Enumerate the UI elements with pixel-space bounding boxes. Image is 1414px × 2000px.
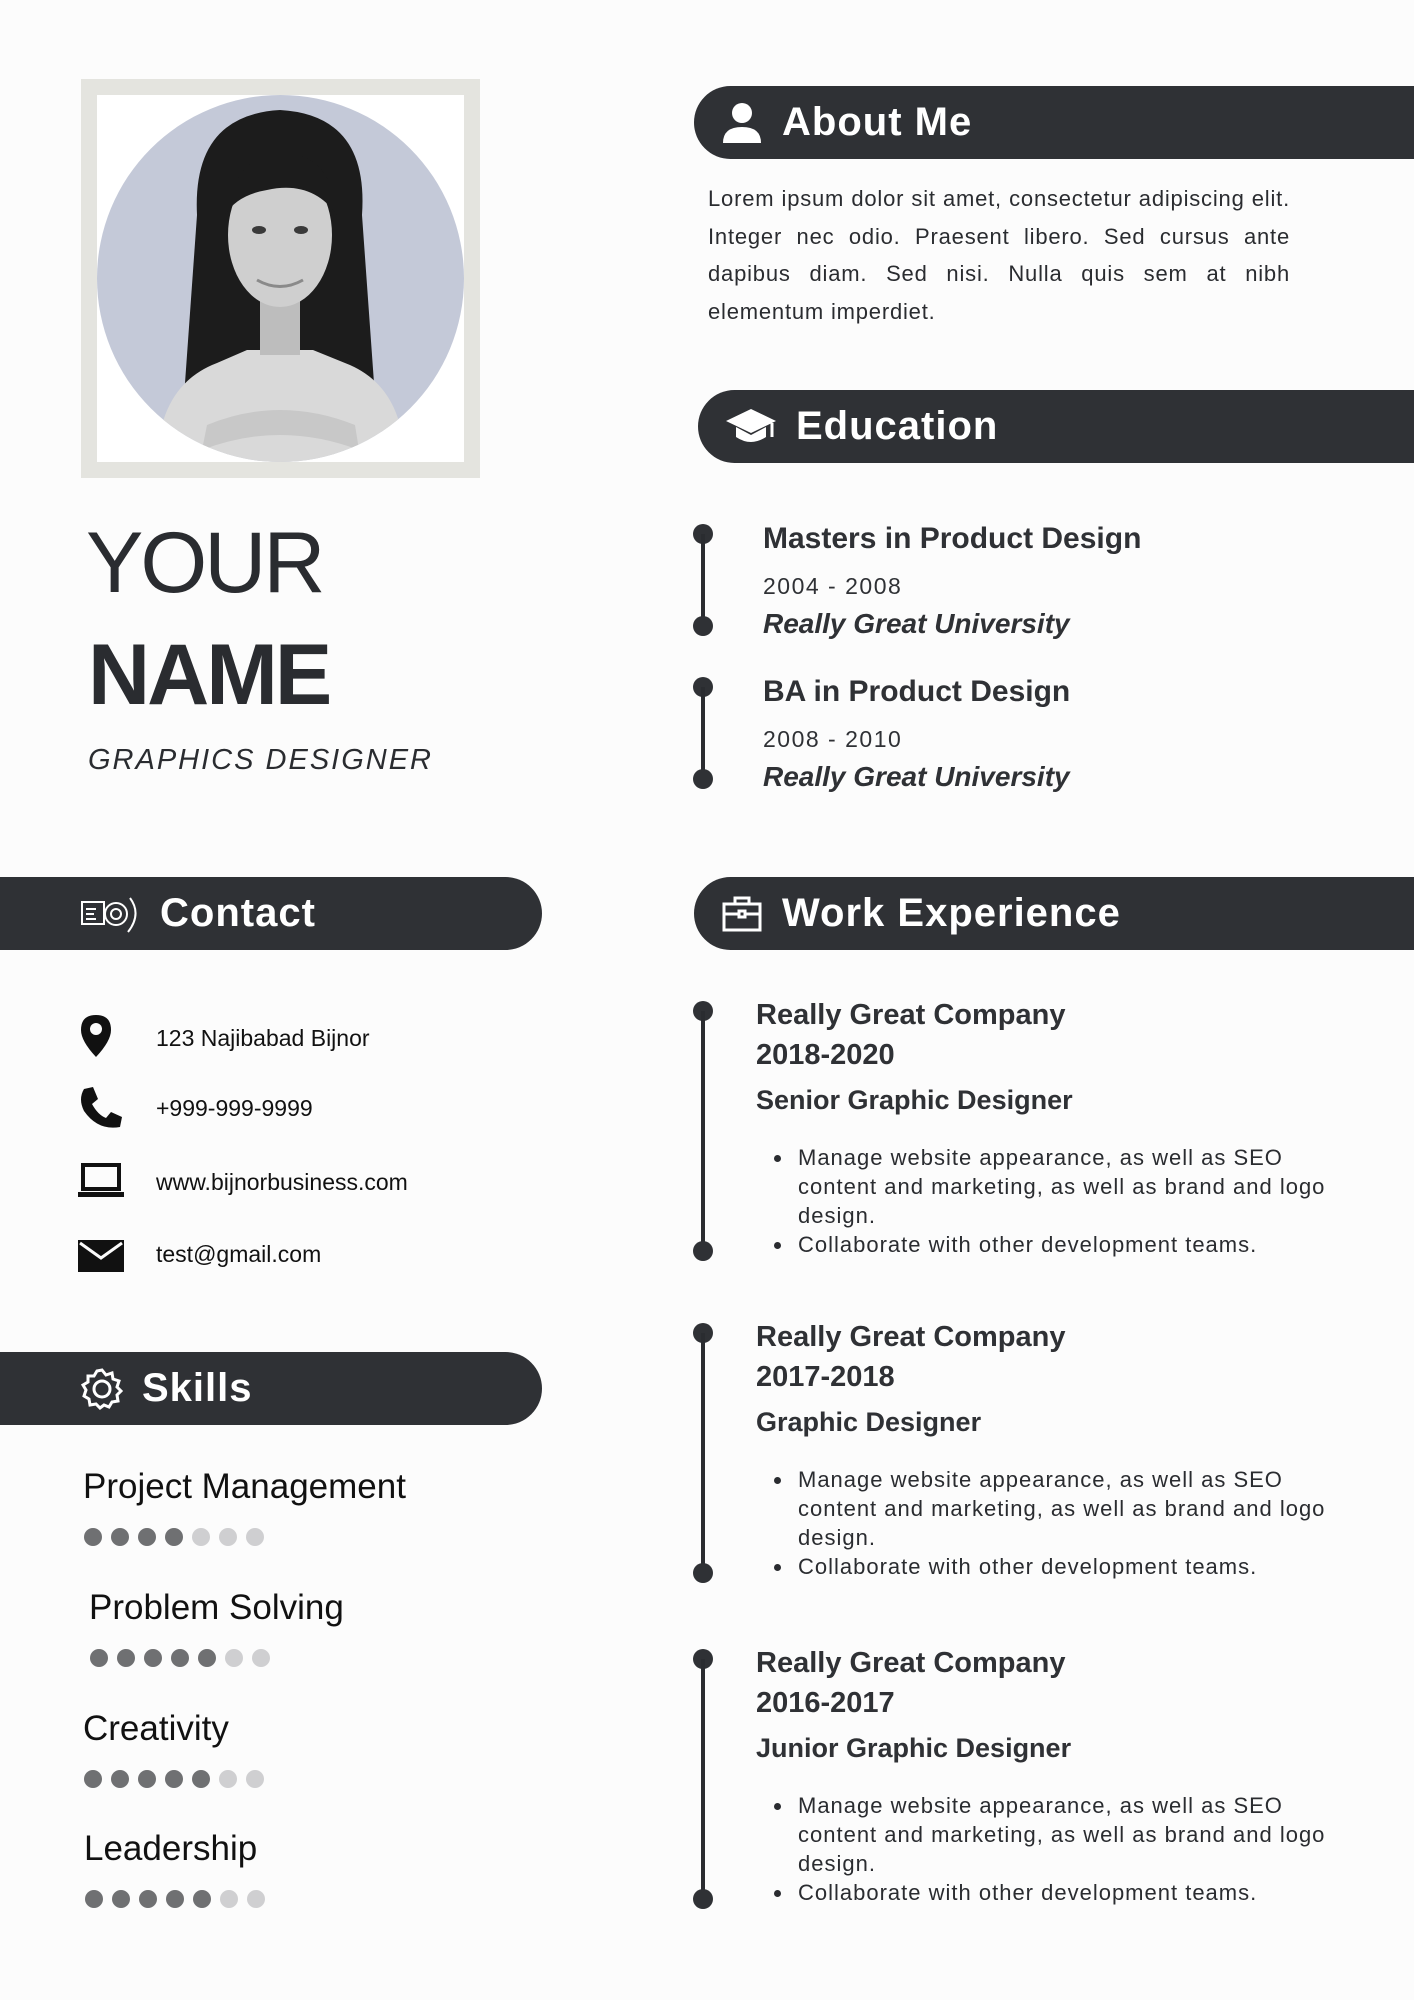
skill-label: Problem Solving bbox=[89, 1588, 344, 1627]
skill-rating bbox=[84, 1528, 264, 1546]
skill-dot bbox=[247, 1890, 265, 1908]
skill-dot bbox=[192, 1528, 210, 1546]
skill-dot bbox=[144, 1649, 162, 1667]
work-heading: Work Experience bbox=[782, 891, 1121, 935]
contact-header bbox=[0, 877, 542, 950]
skill-rating bbox=[85, 1890, 265, 1908]
skill-dot bbox=[220, 1890, 238, 1908]
skills-header bbox=[0, 1352, 542, 1425]
edu-school: Really Great University bbox=[763, 761, 1070, 792]
work-years: 2018-2020 bbox=[756, 1039, 895, 1071]
timeline-dot bbox=[693, 1889, 713, 1909]
job-title: GRAPHICS DESIGNER bbox=[88, 744, 433, 776]
skill-dot bbox=[111, 1770, 129, 1788]
work-role: Junior Graphic Designer bbox=[756, 1733, 1072, 1763]
name-first: YOUR bbox=[86, 515, 323, 611]
contact-email: test@gmail.com bbox=[156, 1241, 322, 1267]
skill-label: Project Management bbox=[83, 1467, 406, 1506]
skill-label: Leadership bbox=[84, 1829, 258, 1868]
timeline-dot bbox=[693, 769, 713, 789]
skill-label: Creativity bbox=[83, 1709, 229, 1748]
skill-dot bbox=[165, 1528, 183, 1546]
timeline-dot bbox=[693, 1241, 713, 1261]
skill-dot bbox=[111, 1528, 129, 1546]
skill-dot bbox=[252, 1649, 270, 1667]
work-bullet: • Collaborate with other development teams. bbox=[794, 1552, 1354, 1581]
gear-icon bbox=[80, 1367, 124, 1411]
skill-dot bbox=[192, 1770, 210, 1788]
phone-icon bbox=[78, 1085, 124, 1136]
skill-dot bbox=[193, 1890, 211, 1908]
work-company: Really Great Company bbox=[756, 999, 1066, 1031]
timeline-dot bbox=[693, 1563, 713, 1583]
edu-degree: Masters in Product Design bbox=[763, 522, 1142, 555]
skill-dot bbox=[112, 1890, 130, 1908]
work-role: Senior Graphic Designer bbox=[756, 1085, 1073, 1115]
skill-dot bbox=[171, 1649, 189, 1667]
timeline-dot bbox=[693, 616, 713, 636]
work-company: Really Great Company bbox=[756, 1321, 1066, 1353]
work-bullet: • Manage website appearance, as well as SEO content and marketing, as well as brand and logo design. bbox=[794, 1143, 1354, 1230]
education-heading: Education bbox=[796, 404, 999, 448]
timeline-line bbox=[701, 1333, 705, 1573]
graduation-cap-icon bbox=[724, 405, 778, 449]
work-bullets bbox=[768, 1791, 1354, 1907]
edu-school: Really Great University bbox=[763, 608, 1070, 639]
work-years: 2017-2018 bbox=[756, 1361, 895, 1393]
contact-phone: +999-999-9999 bbox=[156, 1095, 313, 1121]
work-bullets bbox=[768, 1143, 1354, 1259]
skill-dot bbox=[84, 1528, 102, 1546]
work-bullet: • Manage website appearance, as well as SEO content and marketing, as well as brand and logo design. bbox=[794, 1465, 1354, 1552]
skill-dot bbox=[198, 1649, 216, 1667]
skill-dot bbox=[219, 1770, 237, 1788]
skill-dot bbox=[246, 1528, 264, 1546]
skills-heading: Skills bbox=[142, 1366, 253, 1410]
work-company: Really Great Company bbox=[756, 1647, 1066, 1679]
laptop-icon bbox=[78, 1163, 124, 1204]
timeline-line bbox=[701, 534, 705, 626]
profile-photo-frame bbox=[81, 79, 480, 478]
timeline-line bbox=[701, 687, 705, 779]
work-bullet: • Manage website appearance, as well as SEO content and marketing, as well as brand and logo design. bbox=[794, 1791, 1354, 1878]
user-icon bbox=[720, 101, 764, 145]
skill-dot bbox=[225, 1649, 243, 1667]
briefcase-icon bbox=[720, 892, 764, 936]
contact-heading: Contact bbox=[160, 891, 316, 935]
edu-degree: BA in Product Design bbox=[763, 675, 1071, 708]
skill-dot bbox=[139, 1890, 157, 1908]
profile-photo bbox=[97, 95, 464, 462]
work-bullet: • Collaborate with other development teams. bbox=[794, 1230, 1354, 1259]
work-bullet: • Collaborate with other development teams. bbox=[794, 1878, 1354, 1907]
skill-dot bbox=[166, 1890, 184, 1908]
skill-dot bbox=[85, 1890, 103, 1908]
about-header bbox=[694, 86, 1414, 159]
skill-dot bbox=[84, 1770, 102, 1788]
skill-dot bbox=[117, 1649, 135, 1667]
location-pin-icon bbox=[78, 1013, 114, 1064]
envelope-icon bbox=[78, 1238, 124, 1279]
skill-dot bbox=[138, 1528, 156, 1546]
education-header bbox=[698, 390, 1414, 463]
about-text: Lorem ipsum dolor sit amet, consectetur adipiscing elit. Integer nec odio. Praesent libero. Sed cursus ante dapibus diam. Sed nisi. Nulla quis sem at nibh elementum imperdiet. bbox=[708, 186, 1290, 324]
skill-dot bbox=[165, 1770, 183, 1788]
work-role: Graphic Designer bbox=[756, 1407, 982, 1437]
timeline-line bbox=[701, 1659, 705, 1899]
skill-rating bbox=[90, 1649, 270, 1667]
profile-photo-inner bbox=[97, 95, 464, 462]
work-bullets bbox=[768, 1465, 1354, 1581]
edu-years: 2004 - 2008 bbox=[763, 573, 903, 599]
contact-website: www.bijnorbusiness.com bbox=[156, 1169, 408, 1195]
about-heading: About Me bbox=[782, 100, 973, 144]
skill-dot bbox=[219, 1528, 237, 1546]
skill-dot bbox=[246, 1770, 264, 1788]
skill-rating bbox=[84, 1770, 264, 1788]
timeline-line bbox=[701, 1011, 705, 1251]
work-header bbox=[694, 877, 1414, 950]
work-years: 2016-2017 bbox=[756, 1687, 895, 1719]
contact-email-icon bbox=[80, 892, 142, 936]
contact-address: 123 Najibabad Bijnor bbox=[156, 1025, 370, 1051]
edu-years: 2008 - 2010 bbox=[763, 726, 903, 752]
skill-dot bbox=[138, 1770, 156, 1788]
name-last: NAME bbox=[88, 627, 330, 723]
skill-dot bbox=[90, 1649, 108, 1667]
